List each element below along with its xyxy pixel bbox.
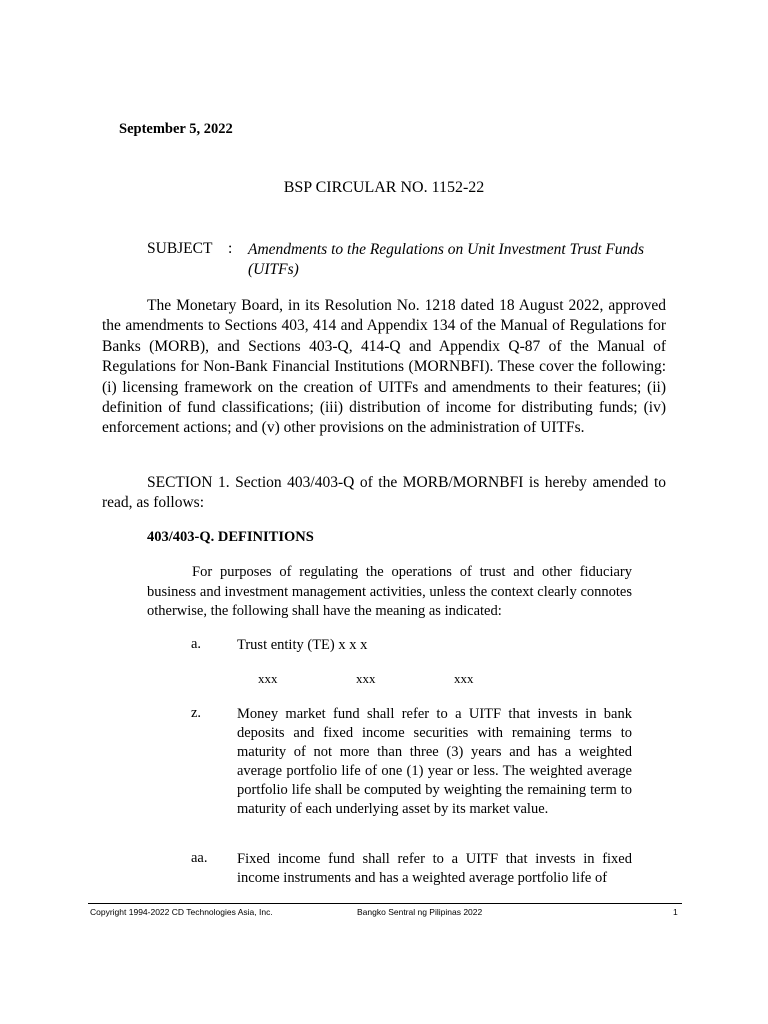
footer-copyright: Copyright 1994-2022 CD Technologies Asia, Inc. — [90, 907, 273, 917]
definitions-intro: For purposes of regulating the operations of trust and other fiduciary business and investment management activities, unless the context clearly connotes otherwise, the following shall have the meaning as indicated: — [147, 564, 632, 619]
circular-date: September 5, 2022 — [119, 121, 233, 137]
item-letter: z. — [191, 705, 202, 721]
footer-divider — [88, 903, 682, 904]
section-1-paragraph: SECTION 1. Section 403/403-Q of the MORB/MORNBFI is hereby amended to read, as follows: — [102, 474, 666, 512]
item-text: Trust entity (TE) x x x — [237, 637, 368, 653]
item-letter: a. — [191, 636, 202, 652]
subject-text: Amendments to the Regulations on Unit Investment Trust Funds (UITFs) — [248, 241, 645, 278]
section-heading: 403/403-Q. DEFINITIONS — [147, 529, 314, 545]
ellipsis-marker: xxx — [454, 671, 474, 686]
ellipsis-marker: xxx — [356, 671, 376, 686]
item-text: Fixed income fund shall refer to a UITF that invests in fixed income instruments and has a weighted average portfolio life of — [237, 851, 632, 886]
intro-paragraph: The Monetary Board, in its Resolution No. 1218 dated 18 August 2022, approved the amendments to Sections 403, 414 and Appendix 134 of the Manual of Regulations for Banks (MORB), and Sections 403-Q, 414-Q and Appendix Q-87 of the Manual of Regulations for Non-Bank Financial Institutions (MORNBFI). These cover the following: (i) licensing framework on the creation of UITFs and amendments to their features; (ii) definition of fund classifications; (iii) distribution of income for distributing funds; (iv) enforcement actions; and (v) other provisions on the administration of UITFs. — [102, 297, 666, 437]
footer-publisher: Bangko Sentral ng Pilipinas 2022 — [357, 907, 483, 917]
subject-label: SUBJECT — [147, 240, 213, 257]
ellipsis-marker: xxx — [258, 671, 278, 686]
item-letter: aa. — [191, 850, 208, 866]
circular-title: BSP CIRCULAR NO. 1152-22 — [283, 179, 485, 196]
subject-colon: : — [228, 240, 233, 257]
item-text: Money market fund shall refer to a UITF that invests in bank deposits and fixed income securities with remaining terms to maturity of not more than three (3) years and has a weighted average portfolio life of one (1) year or less. The weighted average portfolio life shall be computed by weighting the remaining term to maturity of each underlying asset by its market value. — [237, 706, 632, 817]
footer-page-number: 1 — [673, 907, 678, 917]
